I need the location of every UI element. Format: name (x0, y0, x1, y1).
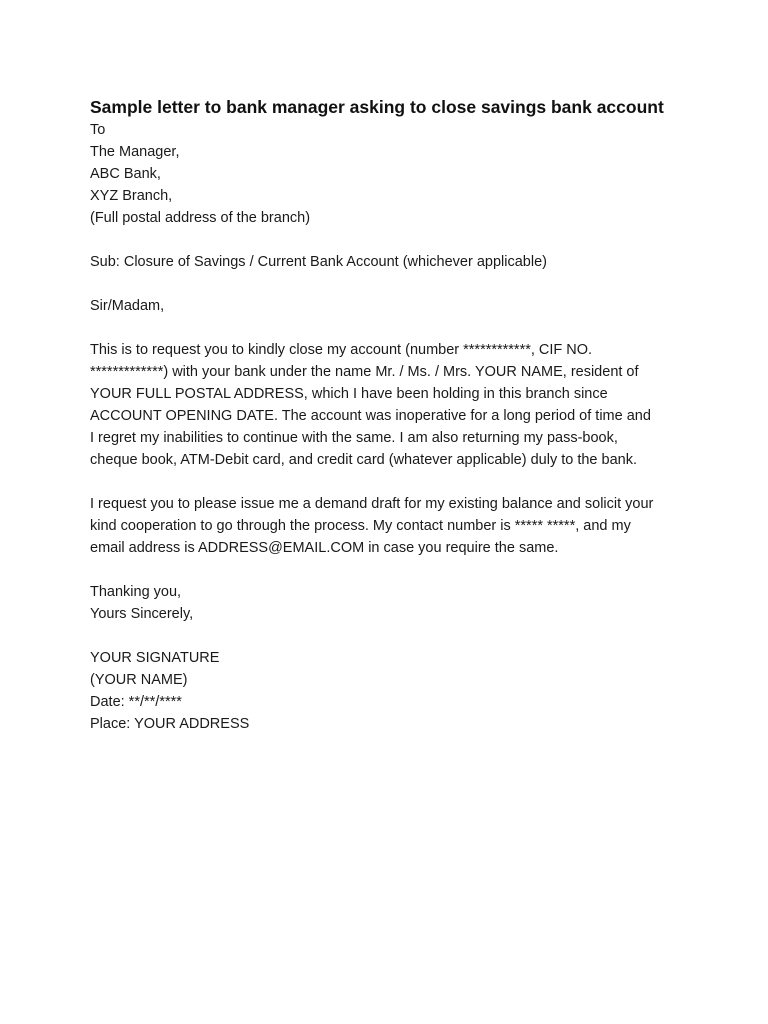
paragraph-line: I regret my inabilities to continue with the same. I am also returning my pass-book, (90, 430, 618, 446)
paragraph-line: *************) with your bank under the name Mr. / Ms. / Mrs. YOUR NAME, resident of (90, 364, 639, 380)
signature-place: Place: YOUR ADDRESS (90, 716, 250, 732)
paragraph-line: kind cooperation to go through the process. My contact number is ***** *****, and my (90, 518, 631, 534)
paragraph-line: This is to request you to kindly close my account (number ************, CIF NO. (90, 342, 593, 358)
body-paragraph-1 (90, 339, 690, 471)
closing-thanks: Thanking you, (90, 584, 182, 600)
paragraph-line: YOUR FULL POSTAL ADDRESS, which I have been holding in this branch since (90, 386, 608, 402)
letter-page (90, 96, 690, 735)
recipient-manager: The Manager, (90, 144, 180, 160)
signature-line: YOUR SIGNATURE (90, 650, 220, 666)
recipient-bank: ABC Bank, (90, 166, 161, 182)
paragraph-line: email address is ADDRESS@EMAIL.COM in case you require the same. (90, 540, 559, 556)
closing-block (90, 581, 690, 625)
paragraph-line: ACCOUNT OPENING DATE. The account was inoperative for a long period of time and (90, 408, 651, 424)
signature-block (90, 647, 690, 735)
recipient-branch: XYZ Branch, (90, 188, 173, 204)
subject-line: Sub: Closure of Savings / Current Bank Account (whichever applicable) (90, 254, 547, 270)
recipient-address: (Full postal address of the branch) (90, 210, 311, 226)
paragraph-line: cheque book, ATM-Debit card, and credit card (whatever applicable) duly to the bank. (90, 452, 637, 468)
signature-name: (YOUR NAME) (90, 672, 188, 688)
recipient-block (90, 119, 690, 229)
salutation: Sir/Madam, (90, 298, 165, 314)
paragraph-line: I request you to please issue me a demand draft for my existing balance and solicit your (90, 496, 654, 512)
signature-date: Date: **/**/**** (90, 694, 182, 710)
body-paragraph-2 (90, 493, 690, 559)
page-title: Sample letter to bank manager asking to close savings bank account (90, 97, 664, 117)
closing-yours: Yours Sincerely, (90, 606, 194, 622)
recipient-to: To (90, 122, 106, 138)
